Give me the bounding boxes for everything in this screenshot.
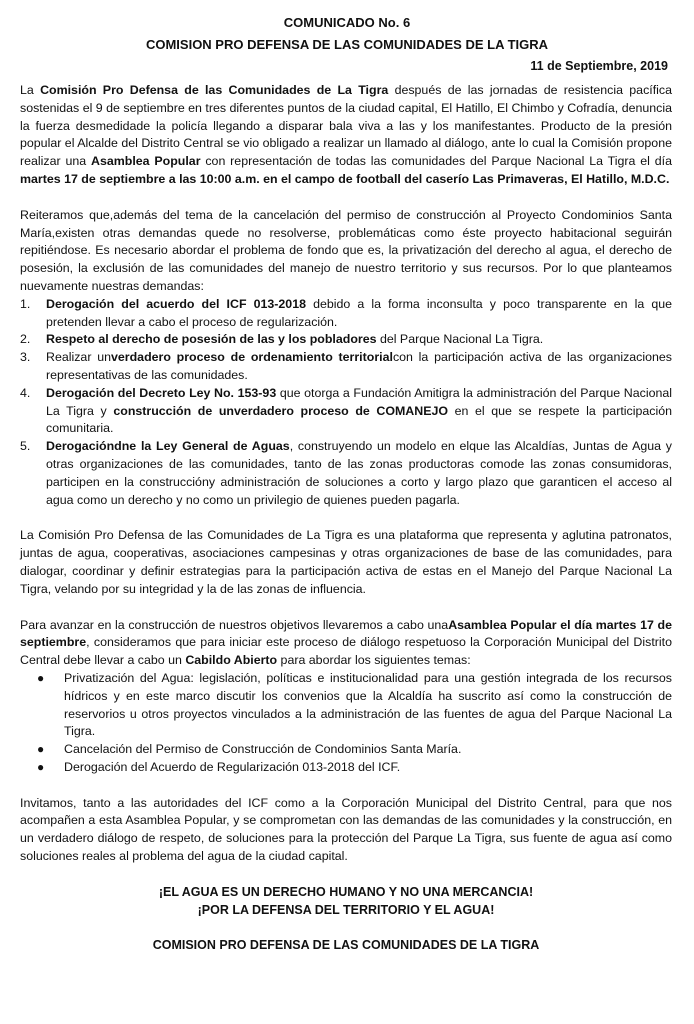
paragraph-intro xyxy=(20,82,672,189)
text: para abordar los siguientes temas: xyxy=(277,653,471,668)
text: Para avanzar en la construcción de nuestros objetivos llevaremos a cabo una xyxy=(20,617,449,632)
text: en el que se respete la participación comunitaria. xyxy=(46,403,672,436)
text: Derogación del Acuerdo de Regularización 013-2018 del ICF. xyxy=(64,759,401,774)
demands-list xyxy=(20,296,672,510)
list-item xyxy=(20,741,672,759)
bold-text: Asamblea Popular xyxy=(91,154,201,169)
list-number: 4. xyxy=(20,385,31,400)
text: , consideramos que para iniciar este proceso de diálogo respetuoso la Corporación Municipal del Distrito Central debe llevar a cabo un xyxy=(20,635,672,668)
text: del Parque Nacional La Tigra. xyxy=(376,332,544,347)
topics-list xyxy=(20,670,672,777)
bold-text: Comisión Pro Defensa de las Comunidades de La Tigra xyxy=(40,83,389,97)
text: después de las jornadas de resistencia pacífica sostenidas el 9 de septiembre en tres diferentes puntos de la ciudad capital, El Hatillo, El Chimbo y Cofradía, denuncia la fuerza desmedidade la policía llegando a disparar bala viva a las y los manifestantes. Producto de la presión popular el Alcalde del Distrito Central se vio obligado a realizar un llamado al diálogo, ante lo cual la Comisión propone realizar una xyxy=(20,83,672,169)
text: Cancelación del Permiso de Construcción de Condominios Santa María. xyxy=(64,742,462,757)
signature-footer: COMISION PRO DEFENSA DE LAS COMUNIDADES DE LA TIGRA xyxy=(152,938,540,953)
text: La xyxy=(20,83,41,97)
bold-text: Derogación del Decreto Ley No. 153-93 xyxy=(46,385,277,400)
slogan-water: ¡EL AGUA ES UN DERECHO HUMANO Y NO UNA MERCANCIA! xyxy=(158,884,534,899)
list-item xyxy=(20,331,672,349)
list-item xyxy=(20,349,672,385)
document-subtitle: COMISION PRO DEFENSA DE LAS COMUNIDADES DE LA TIGRA xyxy=(145,37,549,52)
document-date: 11 de Septiembre, 2019 xyxy=(530,59,668,73)
bullet-icon: ● xyxy=(37,670,45,685)
text: que otorga a Fundación Amitigra la administración del Parque Nacional La Tigra y xyxy=(46,385,672,418)
list-item xyxy=(20,438,672,509)
list-number: 3. xyxy=(20,350,31,365)
list-number: 2. xyxy=(20,332,31,347)
text: con la participación activa de las organizaciones representativas de las comunidades. xyxy=(46,350,672,382)
bold-text: verdadero proceso de ordenamiento territorial xyxy=(111,350,393,365)
bold-text: Derogación del acuerdo del ICF 013-2018 xyxy=(46,296,306,311)
bold-text: construcción de unverdadero proceso de COMANEJO xyxy=(113,403,448,418)
bold-text: martes 17 de septiembre a las 10:00 a.m. en el campo de football del caserío Las Primaveras, El Hatillo, M.D.C. xyxy=(20,171,670,186)
paragraph-invitation: Invitamos, tanto a las autoridades del ICF como a la Corporación Municipal del Distrito Central, para que nos acompañen a esta Asamblea Popular, y se comprometan con las demandas de las comunidades y la construcción, en un verdadero diálogo de respeto, de soluciones para la protección del Parque La Tigra, sus fuente de agua así como soluciones reales al problema del agua de la ciudad capital. xyxy=(20,795,672,864)
text: Privatización del Agua: legislación, políticas e institucionalidad para una gestión integrada de los recursos hídricos y en este marco discutir los convenios que la Alcaldía ha suscrito así como la construcción de reservorios u otros proyectos vinculados a la administración de las fuentes de agua del Parque Nacional La Tigra. xyxy=(64,670,672,739)
bold-text: Derogacióndne la Ley General de Aguas xyxy=(46,439,290,454)
bullet-icon: ● xyxy=(37,742,45,757)
bold-text: Respeto al derecho de posesión de las y los pobladores xyxy=(46,332,377,347)
document-title: COMUNICADO No. 6 xyxy=(283,15,411,30)
slogan-territory: ¡POR LA DEFENSA DEL TERRITORIO Y EL AGUA! xyxy=(197,902,495,917)
paragraph-about-commission: La Comisión Pro Defensa de las Comunidades de La Tigra es una plataforma que representa y aglutina patronatos, juntas de agua, cooperativas, asociaciones campesinas y otras organizaciones de base de las comunidades, para dialogar, coordinar y definir estrategias para la participación activa de estas en el Manejo del Parque Nacional La Tigra, velando por su integridad y la de las zonas de influencia. xyxy=(20,528,672,596)
paragraph-demands-intro: Reiteramos que,además del tema de la cancelación del permiso de construcción al Proyecto Condominios Santa María,existen otras demandas quede no resolverse, problemáticas como éste proyecto habitacional seguirán repitiéndose. Es necesario abordar el problema de fondo que es, la privatización del derecho al agua, el derecho de posesión, la exclusión de las comunidades del manejo de nuestro territorio y sus recursos. Por lo que planteamos nuevamente nuestras demandas: xyxy=(20,207,672,293)
list-item xyxy=(20,296,672,332)
list-item xyxy=(20,670,672,741)
text: con representación de todas las comunidades del Parque Nacional La Tigra el día xyxy=(200,154,672,169)
bold-text: Asamblea Popular el día martes 17 de septiembre xyxy=(20,617,672,650)
text: , construyendo un modelo en elque las Alcaldías, Juntas de Agua y otras organizaciones de las comunidades, tanto de las zonas productoras comode las zonas consumidoras, participen en la construccióny administración de soluciones a corto y largo plazo que garanticen el acceso al agua como un derecho y no como un privilegio de quienes pueden pagarla. xyxy=(46,439,672,507)
list-number: 1. xyxy=(20,296,31,311)
paragraph-assembly xyxy=(20,617,672,670)
bullet-icon: ● xyxy=(37,759,45,774)
list-number: 5. xyxy=(20,439,31,454)
list-item xyxy=(20,385,672,438)
text: Realizar un xyxy=(46,350,111,365)
bold-text: Cabildo Abierto xyxy=(185,653,278,668)
list-item xyxy=(20,759,672,777)
document-body xyxy=(20,82,672,955)
text: debido a la forma inconsulta y poco transparente en la que pretenden llevar a cabo el proceso de regularización. xyxy=(46,296,673,329)
